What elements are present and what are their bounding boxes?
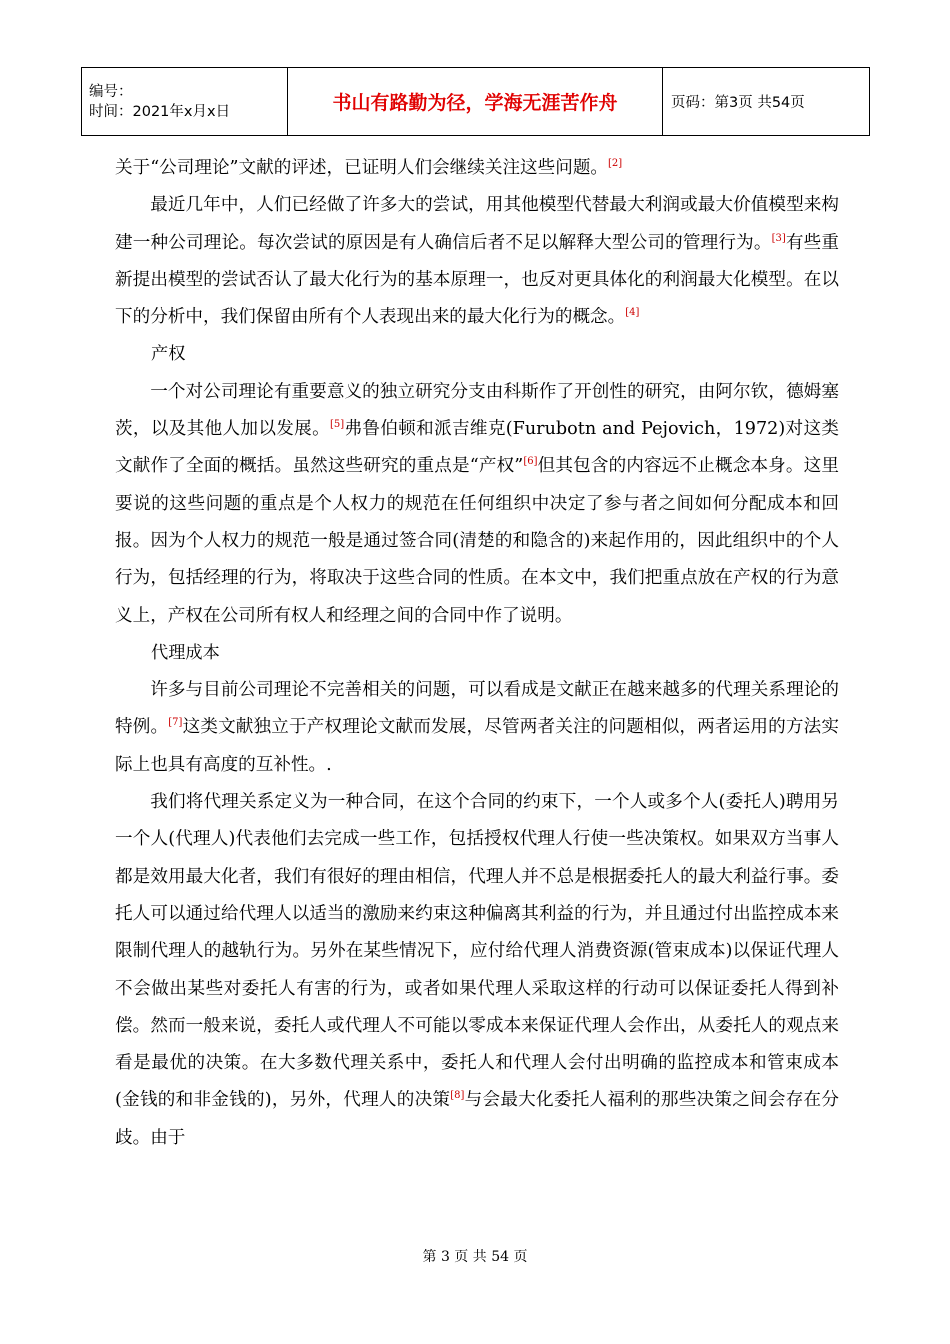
reference-link[interactable]: [4] [625,307,640,319]
section-heading-property: 产权 [151,344,186,365]
header-motto: 书山有路勤为径，学海无涯苦作舟 [288,68,663,136]
reference-link[interactable]: [7] [168,717,183,729]
reference-link[interactable]: [3] [771,232,786,244]
section-heading-agency: 代理成本 [151,642,220,663]
reference-link[interactable]: [2] [608,158,623,169]
paragraph: 关于“公司理论”文献的评述，已证明人们会继续关注这些问题。[2] [115,158,623,178]
paragraph: 一个对公司理论有重要意义的独立研究分支由科斯作了开创性的研究，由阿尔钦，德姆塞茨，以及其他人加以发展。[5]弗鲁伯顿和派吉维克(Furubotn and Pejovich，1972)对这类文献作了全面的概括。虽然这些研究的重点是“产权”[6]但其包含的内容远不止概念本身。这里要说的这些问题的重点是个人权力的规范在任何组织中决定了参与者之间如何分配成本和回报。因为个人权力的规范一般是通过签合同(清楚的和隐含的)来起作用的，因此组织中的个人行为，包括经理的行为，将取决于这些合同的性质。在本文中，我们把重点放在产权的行为意义上，产权在公司所有权人和经理之间的合同中作了说明。 [115,381,839,626]
paragraph: 最近几年中，人们已经做了许多大的尝试，用其他模型代替最大利润或最大价值模型来构建一种公司理论。每次尝试的原因是有人确信后者不足以解释大型公司的管理行为。[3]有些重新提出模型的尝试否认了最大化行为的基本原理一，也反对更具体化的利润最大化模型。在以下的分析中，我们保留由所有个人表现出来的最大化行为的概念。[4] [115,195,839,328]
paragraph: 我们将代理关系定义为一种合同，在这个合同的约束下，一个人或多个人(委托人)聘用另一个人(代理人)代表他们去完成一些工作，包括授权代理人行使一些决策权。如果双方当事人都是效用最大化者，我们有很好的理由相信，代理人并不总是根据委托人的最大利益行事。委托人可以通过给代理人以适当的激励来约束这种偏离其利益的行为，并且通过付出监控成本来限制代理人的越轨行为。另外在某些情况下，应付给代理人消费资源(管束成本)以保证代理人不会做出某些对委托人有害的行为，或者如果代理人采取这样的行动可以保证委托人得到补偿。然而一般来说，委托人或代理人不可能以零成本来保证代理人会作出，从委托人的观点来看是最优的决策。在大多数代理关系中，委托人和代理人会付出明确的监控成本和管束成本(金钱的和非金钱的)，另外，代理人的决策[8]与会最大化委托人福利的那些决策之间会存在分歧。由于 [115,792,839,1148]
reference-link[interactable]: [6] [523,456,538,468]
document-time-label: 时间：2021年x月x日 [89,103,231,120]
paragraph: 许多与目前公司理论不完善相关的问题，可以看成是文献正在越来越多的代理关系理论的特例。[7]这类文献独立于产权理论文献而发展，尽管两者关注的问题相似，两者运用的方法实际上也具有高度的互补性。. [115,680,839,775]
document-number-label: 编号： [89,83,133,100]
reference-link[interactable]: [5] [330,419,345,431]
header-table [81,67,870,136]
reference-link[interactable]: [8] [450,1090,465,1102]
header-page-info: 页码：第3页 共54页 [663,68,870,136]
document-body [115,150,839,1157]
header-left-cell [82,68,288,136]
page-footer: 第 3 页 共 54 页 [422,1249,528,1265]
